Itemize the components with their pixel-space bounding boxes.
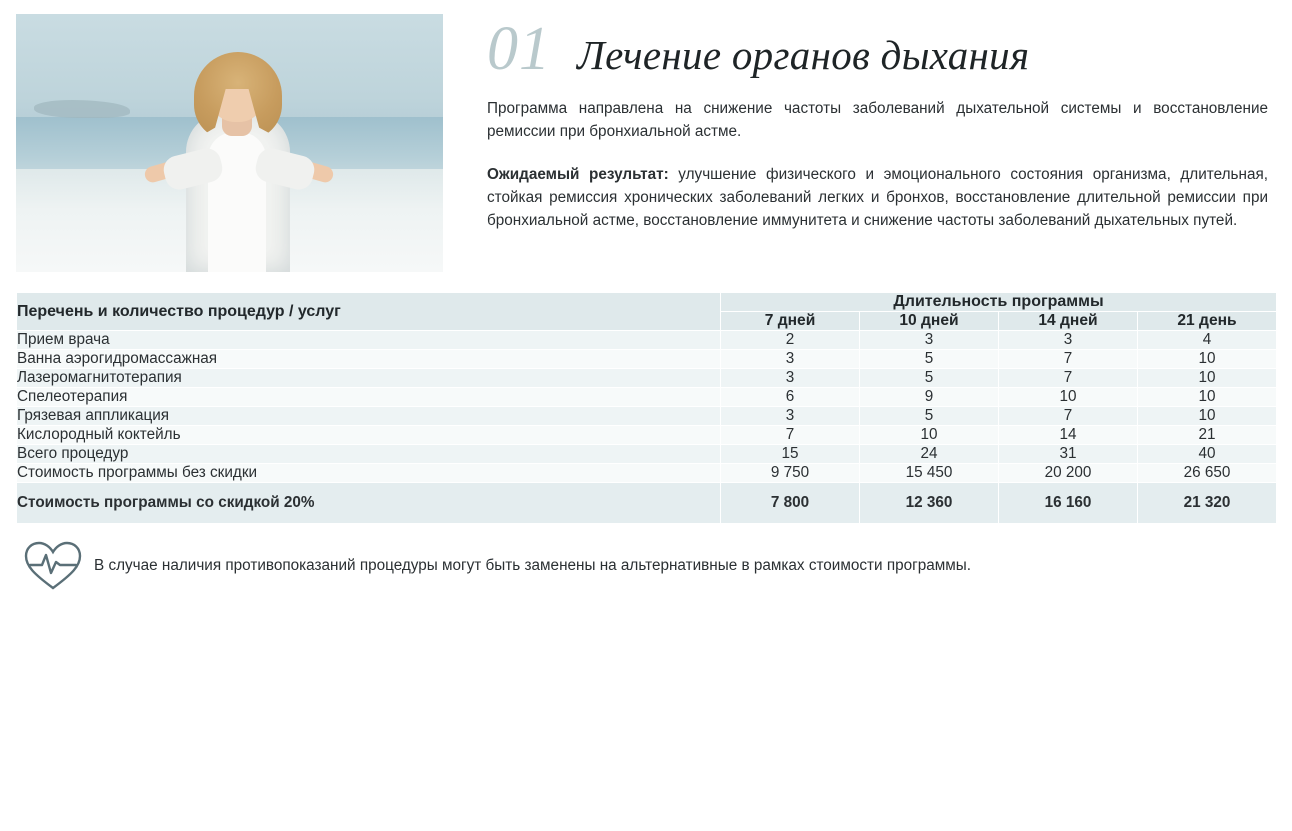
expected-result-text: улучшение физического и эмоционального состояния организма, длительная, стойкая ремиссия хронических заболеваний легких и бронхов, восстановление длительной ремиссии при бронхиальной астме, восстановление иммунитета и снижение частоты заболеваний дыхательных путей.	[487, 165, 1268, 229]
title-row	[487, 15, 1268, 83]
footer-note	[16, 540, 1276, 592]
column-header-services: Перечень и количество процедур / услуг	[17, 293, 721, 331]
price-value-7: 9 750	[721, 464, 860, 483]
column-header-7-days: 7 дней	[721, 312, 860, 331]
row-value-14: 7	[999, 350, 1138, 369]
row-value-21: 10	[1138, 388, 1277, 407]
row-value-10: 9	[860, 388, 999, 407]
column-header-duration-group: Длительность программы	[721, 293, 1277, 312]
row-label-total: Всего процедур	[17, 445, 721, 464]
row-value-21: 10	[1138, 407, 1277, 426]
row-value-10: 5	[860, 350, 999, 369]
table-row	[17, 350, 1277, 369]
footer-note-text: В случае наличия противопоказаний процедуры могут быть заменены на альтернативные в рамках стоимости программы.	[94, 557, 971, 574]
row-value-21: 10	[1138, 369, 1277, 388]
row-label: Ванна аэрогидромассажная	[17, 350, 721, 369]
row-value-10: 3	[860, 331, 999, 350]
hero-photo	[16, 14, 443, 272]
column-header-10-days: 10 дней	[860, 312, 999, 331]
row-value-7: 3	[721, 407, 860, 426]
heart-pulse-icon	[22, 540, 84, 592]
table-row	[17, 331, 1277, 350]
row-value-7: 7	[721, 426, 860, 445]
row-value-14: 10	[999, 388, 1138, 407]
row-value-14: 7	[999, 369, 1138, 388]
program-table-wrapper	[16, 292, 1276, 524]
row-value-7: 6	[721, 388, 860, 407]
row-label: Кислородный коктейль	[17, 426, 721, 445]
table-row-price	[17, 464, 1277, 483]
intro-section	[0, 0, 1292, 272]
table-row-total	[17, 445, 1277, 464]
table-row	[17, 369, 1277, 388]
row-value-7: 3	[721, 350, 860, 369]
row-value-14: 3	[999, 331, 1138, 350]
row-label: Грязевая аппликация	[17, 407, 721, 426]
row-value-14: 7	[999, 407, 1138, 426]
photo-woman	[144, 54, 334, 272]
row-label: Прием врача	[17, 331, 721, 350]
photo-rock	[34, 100, 130, 118]
discount-value-7: 7 800	[721, 483, 860, 524]
price-value-14: 20 200	[999, 464, 1138, 483]
program-number: 01	[487, 15, 551, 83]
page-title: Лечение органов дыхания	[577, 32, 1030, 78]
row-value-10: 10	[860, 426, 999, 445]
row-label: Спелеотерапия	[17, 388, 721, 407]
table-body	[17, 331, 1277, 524]
row-value-10: 5	[860, 407, 999, 426]
row-value-7: 3	[721, 369, 860, 388]
discount-value-21: 21 320	[1138, 483, 1277, 524]
table-row-discount	[17, 483, 1277, 524]
table-row	[17, 407, 1277, 426]
table-row	[17, 388, 1277, 407]
price-value-21: 26 650	[1138, 464, 1277, 483]
total-value-7: 15	[721, 445, 860, 464]
discount-value-10: 12 360	[860, 483, 999, 524]
total-value-14: 31	[999, 445, 1138, 464]
expected-result-label: Ожидаемый результат:	[487, 165, 669, 183]
row-value-10: 5	[860, 369, 999, 388]
column-header-14-days: 14 дней	[999, 312, 1138, 331]
row-value-14: 14	[999, 426, 1138, 445]
intro-text-block	[443, 14, 1276, 272]
row-value-21: 4	[1138, 331, 1277, 350]
total-value-10: 24	[860, 445, 999, 464]
row-value-21: 21	[1138, 426, 1277, 445]
total-value-21: 40	[1138, 445, 1277, 464]
expected-result-paragraph	[487, 164, 1268, 233]
row-value-7: 2	[721, 331, 860, 350]
table-header-row-1	[17, 293, 1277, 312]
intro-paragraph: Программа направлена на снижение частоты заболеваний дыхательной системы и восстановление ремиссии при бронхиальной астме.	[487, 100, 1268, 140]
program-table	[16, 292, 1277, 524]
row-label: Лазеромагнитотерапия	[17, 369, 721, 388]
discount-value-14: 16 160	[999, 483, 1138, 524]
price-value-10: 15 450	[860, 464, 999, 483]
row-label-discount: Стоимость программы со скидкой 20%	[17, 483, 721, 524]
column-header-21-days: 21 день	[1138, 312, 1277, 331]
row-label-price: Стоимость программы без скидки	[17, 464, 721, 483]
row-value-21: 10	[1138, 350, 1277, 369]
table-row	[17, 426, 1277, 445]
